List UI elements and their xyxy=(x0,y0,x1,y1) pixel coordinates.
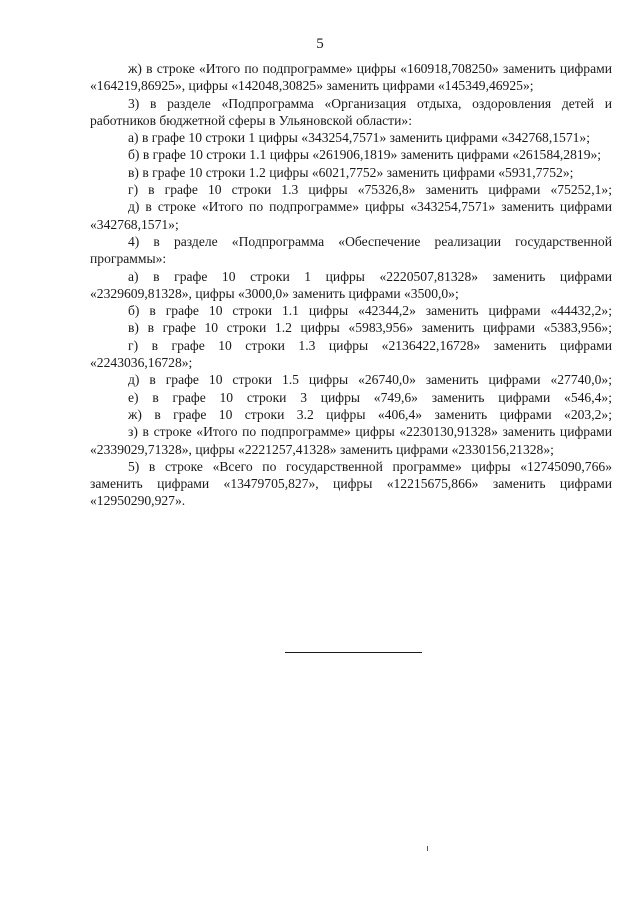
paragraph-14-item-e: е) в графе 10 строки 3 цифры «749,6» заменить цифрами «546,4»; xyxy=(128,389,612,405)
paragraph-6-item-g: г) в графе 10 строки 1.3 цифры «75326,8» заменить цифрами «75252,1»; xyxy=(128,182,612,198)
document-body xyxy=(90,60,612,510)
paragraph-3-item-a: а) в графе 10 строки 1 цифры «343254,7571» заменить цифрами «342768,1571»; xyxy=(128,130,590,146)
paragraph-7-item-d: д) в строке «Итого по подпрограмме» цифры «343254,7571» заменить цифрами «342768,1571»; xyxy=(90,199,612,232)
page-number: 5 xyxy=(316,36,324,52)
closing-separator-line xyxy=(285,652,422,653)
paragraph-8-section-4: 4) в разделе «Подпрограмма «Обеспечение реализации государственной программы»: xyxy=(90,233,612,267)
scan-artifact-mark xyxy=(427,846,428,851)
paragraph-17-section-5: 5) в строке «Всего по государственной программе» цифры «12745090,766» заменить цифрами «13479705,827», цифры «12215675,866» заменить цифрами «12950290,927». xyxy=(90,458,612,509)
paragraph-16-item-z: з) в строке «Итого по подпрограмме» цифры «2230130,91328» заменить цифрами «2339029,71328», цифры «2221257,41328» заменить цифрами «2330156,21328»; xyxy=(90,424,612,457)
paragraph-10-item-b: б) в графе 10 строки 1.1 цифры «42344,2» заменить цифрами «44432,2»; xyxy=(128,303,612,319)
paragraph-11-item-v: в) в графе 10 строки 1.2 цифры «5983,956» заменить цифрами «5383,956»; xyxy=(128,320,612,336)
paragraph-12-item-g: г) в графе 10 строки 1.3 цифры «2136422,16728» заменить цифрами «2243036,16728»; xyxy=(90,337,612,371)
paragraph-4-item-b: б) в графе 10 строки 1.1 цифры «261906,1819» заменить цифрами «261584,2819»; xyxy=(128,147,602,163)
paragraph-9-item-a: а) в графе 10 строки 1 цифры «2220507,81328» заменить цифрами «2329609,81328», цифры «3000,0» заменить цифрами «3500,0»; xyxy=(90,268,612,301)
paragraph-15-item-zh: ж) в графе 10 строки 3.2 цифры «406,4» заменить цифрами «203,2»; xyxy=(128,406,612,422)
paragraph-13-item-d: д) в графе 10 строки 1.5 цифры «26740,0» заменить цифрами «27740,0»; xyxy=(128,372,612,388)
paragraph-2-section-3: 3) в разделе «Подпрограмма «Организация отдыха, оздоровления детей и работников бюджетной сферы в Ульяновской области»: xyxy=(90,95,612,128)
paragraph-1-zh-itogo: ж) в строке «Итого по подпрограмме» цифры «160918,708250» заменить цифрами «164219,86925», цифры «142048,30825» заменить цифрами «145349,46925»; xyxy=(90,61,612,94)
paragraph-5-item-v: в) в графе 10 строки 1.2 цифры «6021,7752» заменить цифрами «5931,7752»; xyxy=(128,164,574,180)
